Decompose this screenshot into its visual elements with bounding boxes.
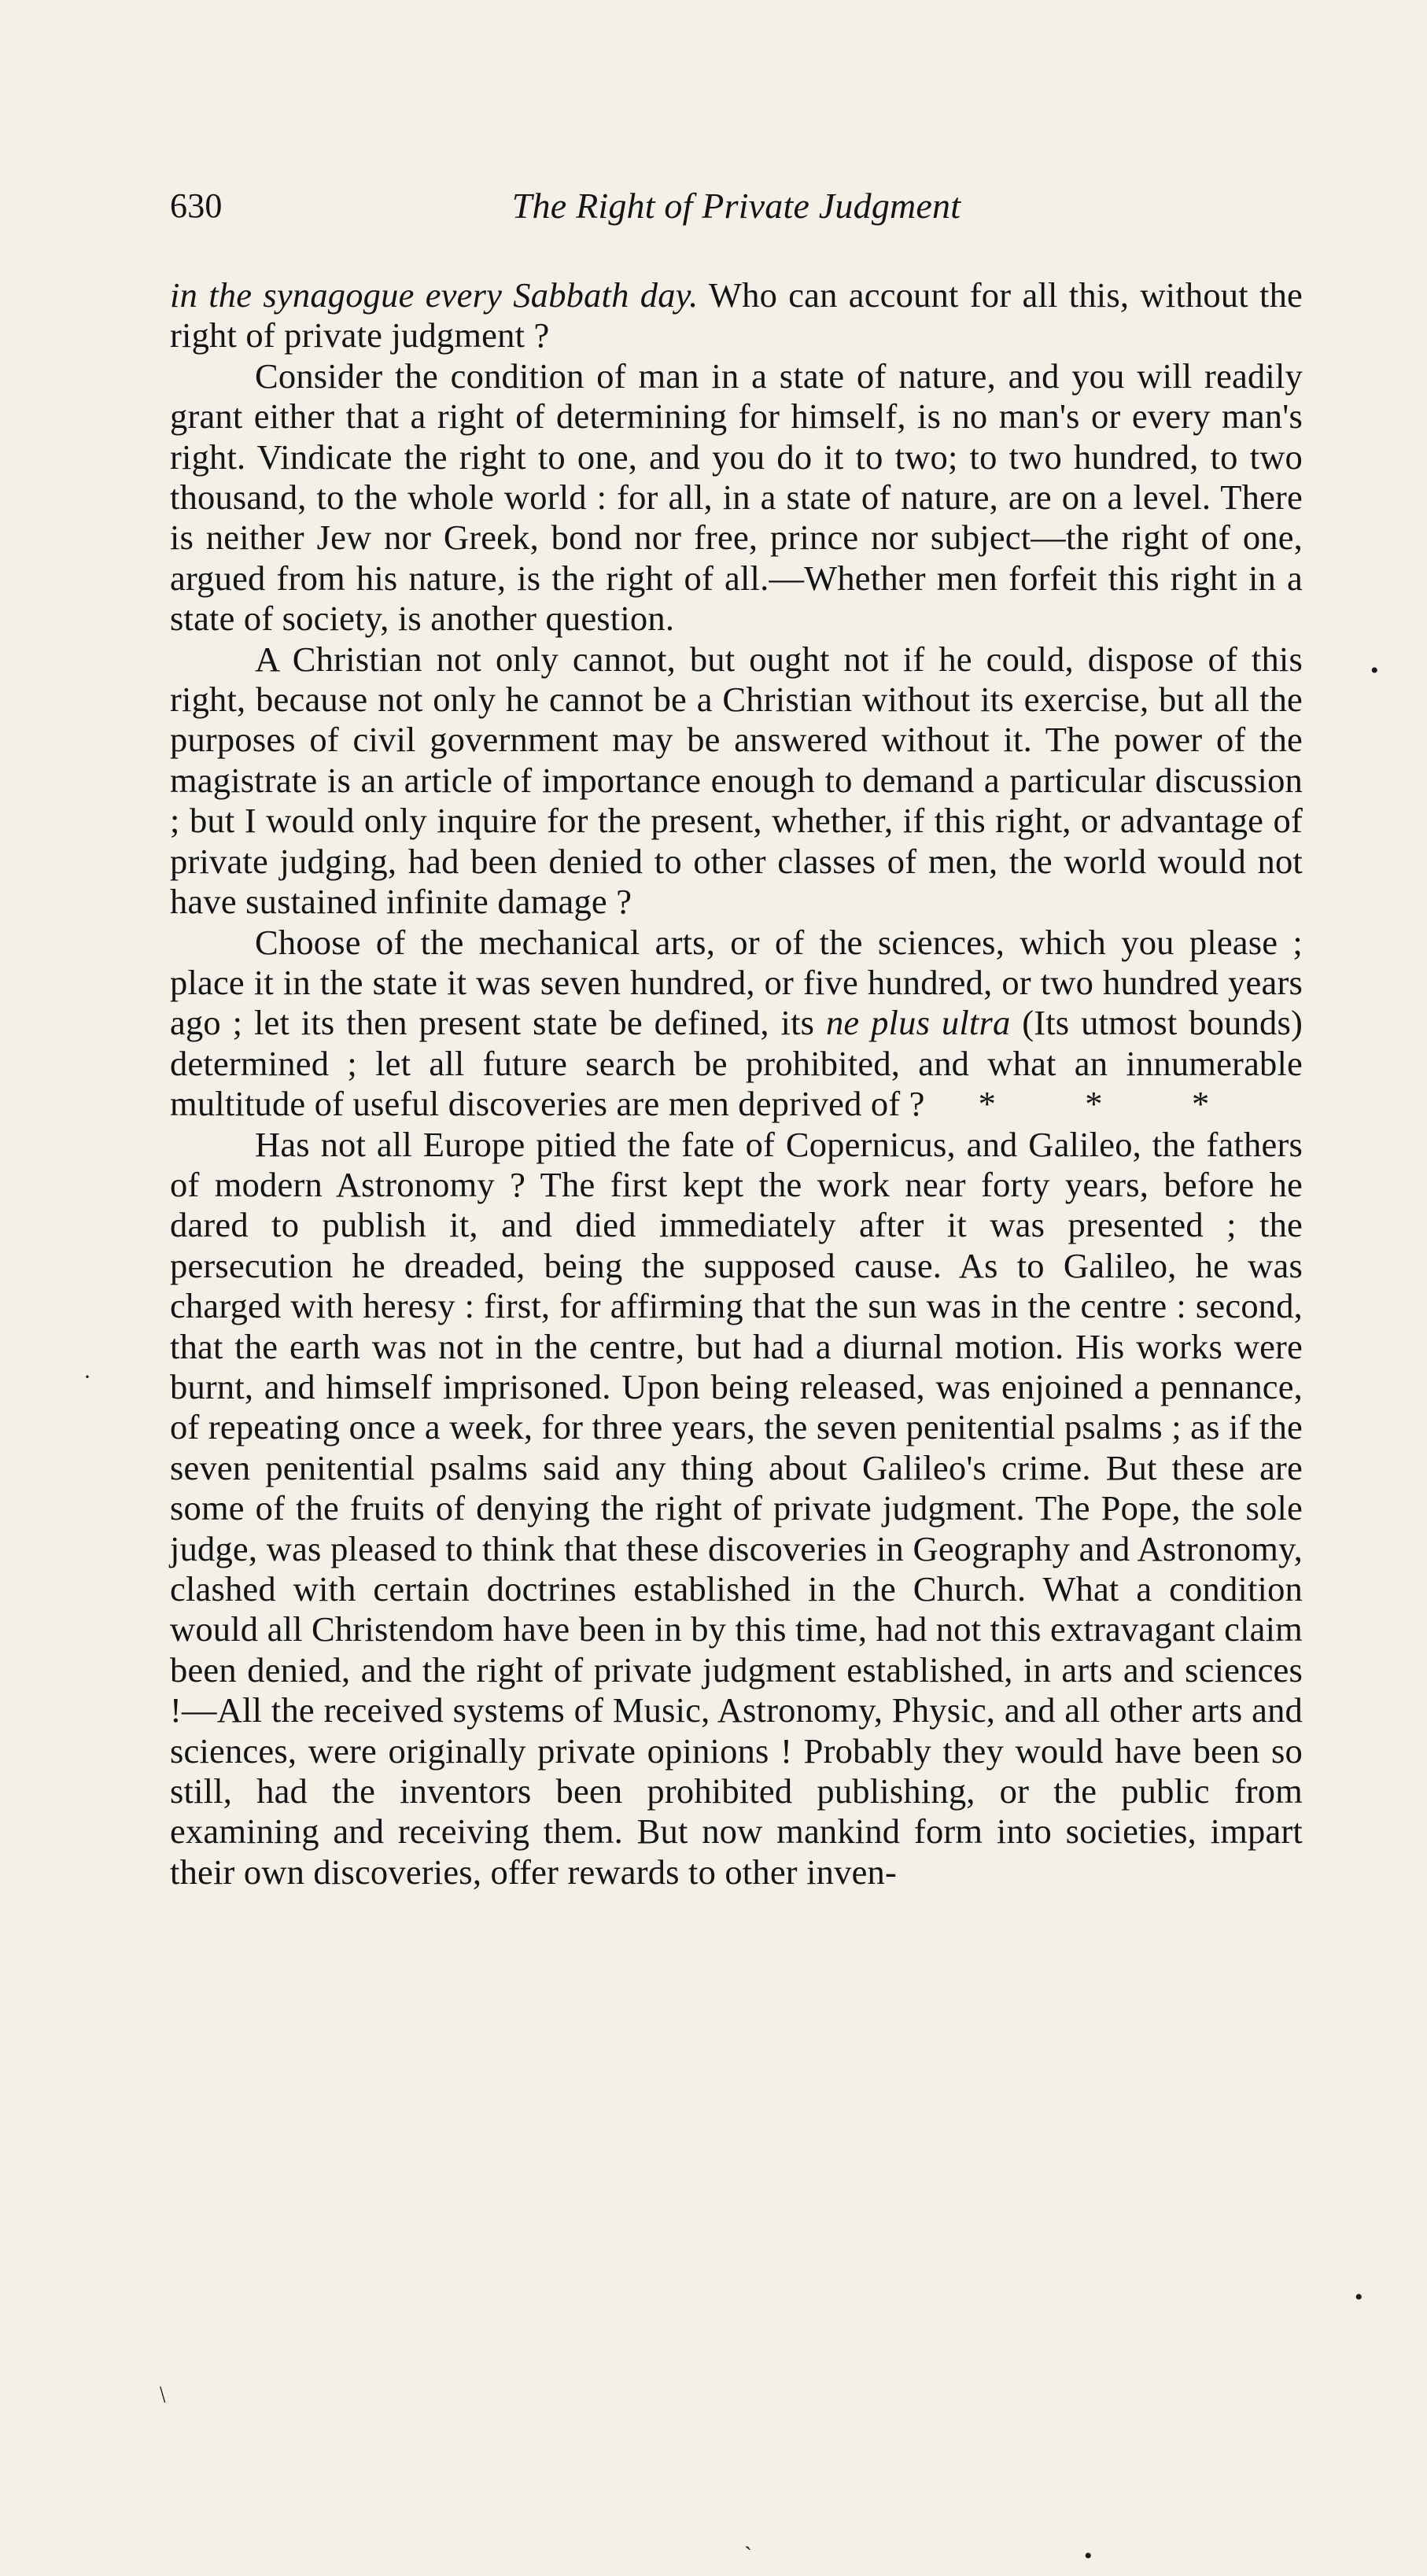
page-number: 630 [170, 186, 223, 225]
page-text [170, 186, 1303, 1892]
paragraph-continuation-text: Who can account for all this, without the right of private judgment ? [170, 275, 1303, 356]
page-header [170, 186, 1303, 230]
ink-speck-lower-right: • [1355, 2284, 1363, 2310]
paragraph-christian-right: A Christian not only cannot, but ought not if he could, dispose of this right, because not only he cannot be a Christian without its exercise, but all the purposes of civil government may be answered without it. The power of the magistrate is an article of importance enough to demand a particular discussion ; but I would only inquire for the present, whether, if this right, or advantage of private judging, had been denied to other classes of men, the world would not have sustained infinite damage ? [170, 639, 1303, 922]
paragraph-arts-sciences-text-a: Choose of the mechanical arts, or of the sciences, which you please ; place it in the state it was seven hundred, or five hundred, or two hundred years ago ; let its then present state be defined, its [170, 922, 1303, 1043]
ink-speck-bottom-right: • [1084, 2543, 1093, 2569]
paragraph-arts-sciences [170, 923, 1303, 1125]
ink-speck-lower-left: / [153, 2382, 173, 2408]
paragraph-continuation [170, 275, 1303, 356]
running-title: The Right of Private Judgment [511, 186, 961, 226]
italic-phrase-ne-plus-ultra: ne plus ultra [825, 1003, 1011, 1043]
ink-speck-left: · [83, 1364, 91, 1390]
asterisk-ellipsis: * * * [978, 1084, 1210, 1124]
ink-speck-right: • [1370, 658, 1379, 684]
paragraph-arts-sciences-text-b: (Its utmost bounds) determined ; let all future search be prohibited, and what an innumerable multitude of useful discoveries are men deprived of ? [170, 1003, 1303, 1124]
paragraph-copernicus-galileo: Has not all Europe pitied the fate of Copernicus, and Galileo, the fathers of modern Astronomy ? The first kept the work near forty years, before he dared to publish it, and died immediately after it was presented ; the persecution he dreaded, being the supposed cause. As to Galileo, he was charged with heresy : first, for affirming that the sun was in the centre : second, that the earth was not in the centre, but had a diurnal motion. His works were burnt, and himself imprisoned. Upon being released, was enjoined a pennance, of repeating once a week, for three years, the seven penitential psalms ; as if the seven penitential psalms said any thing about Galileo's crime. But these are some of the fruits of denying the right of private judgment. The Pope, the sole judge, was pleased to think that these discoveries in Geography and Astronomy, clashed with certain doctrines established in the Church. What a condition would all Christendom have been in by this time, had not this extravagant claim been denied, and the right of private judgment established, in arts and sciences !—All the received systems of Music, Astronomy, Physic, and all other arts and sciences, were originally private opinions ! Probably they would have been so still, had the inventors been prohibited publishing, or the public from examining and receiving them. But now mankind form into societies, impart their own discoveries, offer rewards to other inven- [170, 1124, 1303, 1892]
ink-speck-bottom-middle: ˋ [744, 2542, 752, 2568]
paragraph-state-of-nature: Consider the condition of man in a state of nature, and you will readily grant either that a right of determining for himself, is no man's or every man's right. Vindicate the right to one, and you do it to two; to two hundred, to two thousand, to the whole world : for all, in a state of nature, are on a level. There is neither Jew nor Greek, bond nor free, prince nor subject—the right of one, argued from his nature, is the right of all.—Whether men forfeit this right in a state of society, is another question. [170, 356, 1303, 639]
italic-phrase-synagogue: in the synagogue every Sabbath day. [170, 275, 699, 315]
